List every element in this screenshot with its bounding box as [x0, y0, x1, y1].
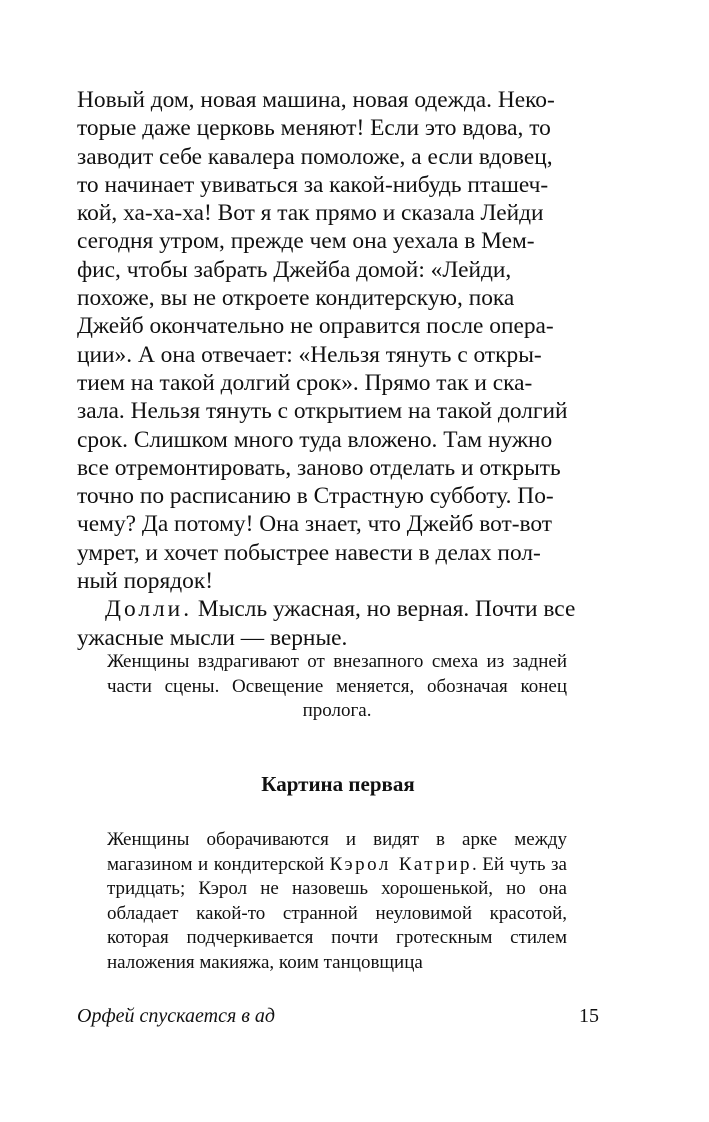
body-line: срок. Слишком много туда вложено. Там нужно	[77, 426, 553, 453]
body-line: сегодня утром, прежде чем она уехала в Мем-	[77, 228, 535, 255]
body-line: торые даже церковь меняют! Если это вдова, то	[77, 115, 551, 142]
character-name: Кэрол Катрир	[329, 853, 472, 875]
dolly-paragraph	[77, 595, 599, 652]
page-content	[77, 86, 599, 973]
body-line: ции». А она отвечает: «Нельзя тянуть с откры-	[77, 341, 542, 368]
body-line: ный порядок!	[77, 568, 214, 595]
stage-direction-text	[107, 828, 567, 975]
stage-direction-after: . Ей чуть за тридцать; Кэрол не назовешь хорошенькой, но она обладает какой-то странной неуловимой красотой, которая подчеркивается почти гротескным стилем наложения макияжа, коим танцовщица	[107, 853, 567, 973]
body-line: зала. Нельзя тянуть с открытием на такой долгий	[77, 398, 568, 425]
body-line: Новый дом, новая машина, новая одежда. Неко-	[77, 87, 555, 113]
scene-heading: Картина первая	[261, 772, 415, 796]
body-paragraph	[77, 86, 599, 595]
body-line: Джейб окончательно не оправится после опера-	[77, 313, 554, 340]
main-text	[77, 86, 599, 652]
body-line: заводит себе кавалера помоложе, а если вдовец,	[77, 143, 553, 170]
running-footer-title: Орфей спускается в ад	[77, 1005, 276, 1027]
body-line: кой, ха-ха-ха! Вот я так прямо и сказала Лейди	[77, 200, 544, 227]
dolly-text: Мысль ужасная, но верная. Почти все ужасные мысли — верные.	[77, 596, 576, 651]
stage-direction-scene-one	[107, 828, 567, 975]
body-line: то начинает увиваться за какой-нибудь пташеч-	[77, 171, 549, 198]
speaker-name: Долли.	[105, 596, 193, 623]
body-line: фис, чтобы забрать Джейба домой: «Лейди,	[77, 256, 512, 283]
body-line: похоже, вы не откроете кондитерскую, пока	[77, 285, 515, 312]
body-line: чему? Да потому! Она знает, что Джейб вот-вот	[77, 511, 553, 538]
stage-direction-prologue-end	[107, 650, 567, 724]
stage-direction-before: Женщины оборачиваются и видят в арке между магазином и кондитерской	[107, 829, 567, 875]
stage-direction-text: Женщины вздрагивают от внезапного смеха из задней части сцены. Освещение меняется, обозначая конец пролога.	[107, 651, 567, 721]
page-number: 15	[579, 1005, 599, 1027]
body-line: все отремонтировать, заново отделать и открыть	[77, 454, 561, 481]
body-line: умрет, и хочет побыстрее навести в делах пол-	[77, 539, 541, 566]
body-line: тием на такой долгий срок». Прямо так и ска-	[77, 369, 533, 396]
body-line: точно по расписанию в Страстную субботу. По-	[77, 483, 554, 510]
